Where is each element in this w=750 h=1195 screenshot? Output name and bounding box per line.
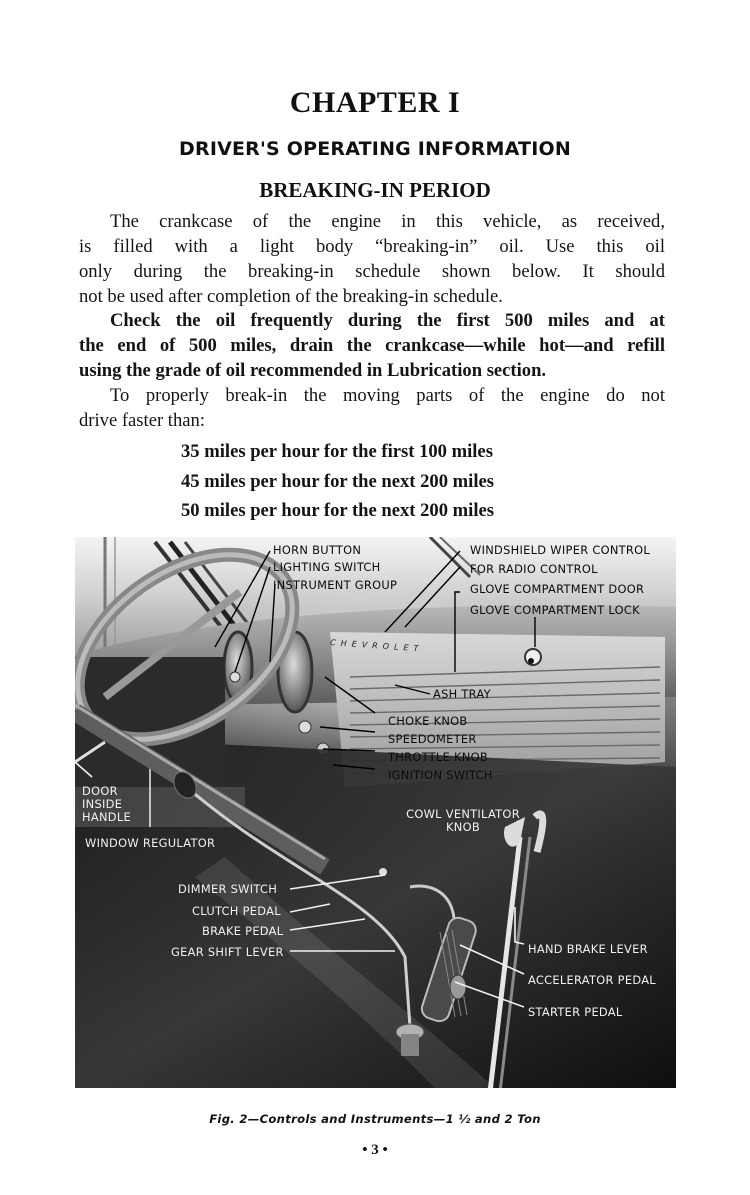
label-cowl-ventilator-knob-line: COWL VENTILATOR xyxy=(406,807,520,821)
label-speedometer: SPEEDOMETER xyxy=(388,732,477,746)
chevrolet-emblem: CHEVROLET xyxy=(329,638,424,654)
oil-check-paragraph xyxy=(79,308,665,383)
label-horn-button: HORN BUTTON xyxy=(273,543,362,557)
label-door-inside-handle-line: HANDLE xyxy=(82,810,131,824)
label-lighting-switch: LIGHTING SWITCH xyxy=(273,560,381,574)
intro-paragraph xyxy=(79,209,665,309)
text-line: is filled with a light body “breaking-in” oil. Use this oil xyxy=(79,236,665,257)
page-number: • 3 • xyxy=(362,1142,388,1158)
label-clutch-pedal: CLUTCH PEDAL xyxy=(192,904,281,918)
label-choke-knob: CHOKE KNOB xyxy=(388,714,468,728)
label-cowl-ventilator-knob xyxy=(393,808,533,834)
label-door-inside-handle-line: DOOR xyxy=(82,784,118,798)
label-window-regulator: WINDOW REGULATOR xyxy=(85,836,216,850)
speed-schedule xyxy=(181,437,571,526)
label-door-inside-handle xyxy=(82,785,131,824)
label-dimmer-switch: DIMMER SWITCH xyxy=(178,882,278,896)
label-brake-pedal: BRAKE PEDAL xyxy=(202,924,284,938)
text-line: The crankcase of the engine in this vehicle, as received, xyxy=(110,211,665,232)
speed-schedule-item: 45 miles per hour for the next 200 miles xyxy=(181,470,494,492)
label-accelerator-pedal: ACCELERATOR PEDAL xyxy=(528,973,656,987)
text-line: only during the breaking-in schedule shown below. It should xyxy=(79,261,665,282)
label-radio-control: FOR RADIO CONTROL xyxy=(470,562,598,576)
chapter-title: CHAPTER I xyxy=(289,86,461,119)
section-title: DRIVER'S OPERATING INFORMATION xyxy=(179,138,571,160)
label-starter-pedal: STARTER PEDAL xyxy=(528,1005,623,1019)
text-line: drive faster than: xyxy=(79,410,205,431)
label-hand-brake-lever: HAND BRAKE LEVER xyxy=(528,942,648,956)
text-line: using the grade of oil recommended in Lubrication section. xyxy=(79,360,547,381)
text-line: Check the oil frequently during the first 500 miles and at xyxy=(110,310,665,331)
speed-schedule-item: 35 miles per hour for the first 100 miles xyxy=(181,441,493,462)
label-glove-compartment-lock: GLOVE COMPARTMENT LOCK xyxy=(470,603,640,617)
speed-schedule-item: 50 miles per hour for the next 200 miles xyxy=(181,500,494,521)
dashboard-controls-figure xyxy=(75,537,676,1088)
label-ignition-switch: IGNITION SWITCH xyxy=(388,768,493,782)
label-ash-tray: ASH TRAY xyxy=(433,687,491,701)
text-line: To properly break-in the moving parts of the engine do not xyxy=(110,385,665,406)
label-door-inside-handle-line: INSIDE xyxy=(82,797,123,811)
speed-intro-paragraph xyxy=(79,383,665,433)
label-cowl-ventilator-knob-line: KNOB xyxy=(446,820,480,834)
figure-caption: Fig. 2—Controls and Instruments—1 ½ and 2 Ton xyxy=(209,1112,541,1126)
subsection-title: BREAKING-IN PERIOD xyxy=(259,178,491,202)
label-instrument-group: INSTRUMENT GROUP xyxy=(273,578,398,592)
text-line: the end of 500 miles, drain the crankcase—while hot—and refill xyxy=(79,335,665,356)
label-windshield-wiper-control: WINDSHIELD WIPER CONTROL xyxy=(470,543,651,557)
text-line: not be used after completion of the breaking-in schedule. xyxy=(79,286,503,307)
label-glove-compartment-door: GLOVE COMPARTMENT DOOR xyxy=(470,582,645,596)
label-throttle-knob: THROTTLE KNOB xyxy=(388,750,488,764)
label-gear-shift-lever: GEAR SHIFT LEVER xyxy=(171,945,284,959)
